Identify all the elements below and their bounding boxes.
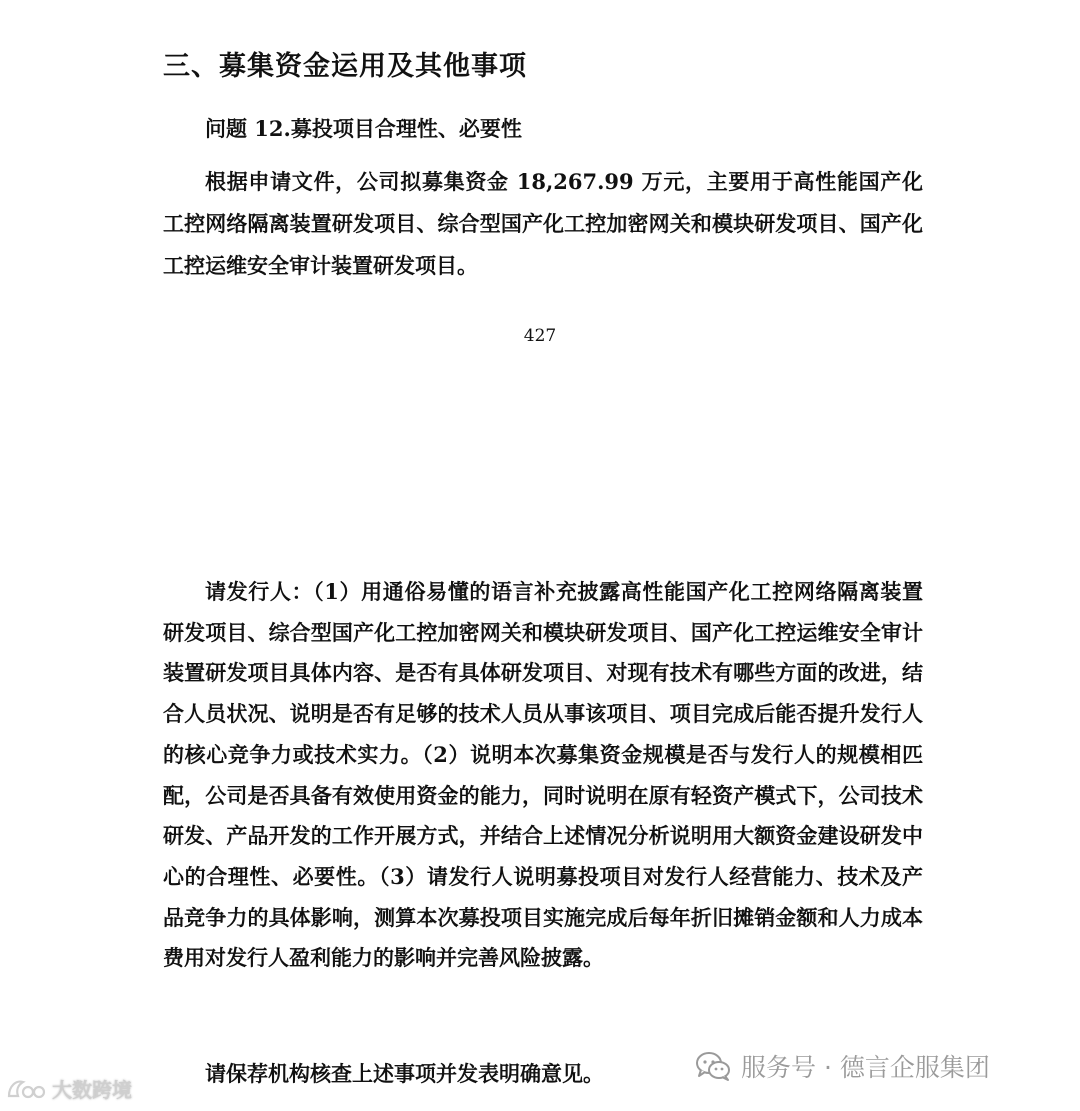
watermark-left [6, 1074, 132, 1103]
section-heading: 三、募集资金运用及其他事项 [163, 51, 527, 82]
watermark-right-text: 服务号 · 德言企服集团 [741, 1053, 990, 1082]
sponsor-paragraph: 请保荐机构核查上述事项并发表明确意见。 [205, 1061, 604, 1086]
wechat-icon [695, 1051, 731, 1081]
page-number: 427 [523, 326, 557, 346]
watermark-left-text: 大数跨境 [52, 1078, 132, 1102]
question-title: 问题 12.募投项目合理性、必要性 [205, 116, 522, 141]
request-paragraph: 请发行人：（1）用通俗易懂的语言补充披露高性能国产化工控网络隔离装置研发项目、综合型国产化工控加密网关和模块研发项目、国产化工控运维安全审计装置研发项目具体内容、是否有具体研发项目、对现有技术有哪些方面的改进，结合人员状况、说明是否有足够的技术人员从事该项目、项目完成后能否提升发行人的核心竞争力或技术实力。（2）说明本次募集资金规模是否与发行人的规模相匹配，公司是否具备有效使用资金的能力，同时说明在原有轻资产模式下，公司技术研发、产品开发的工作开展方式，并结合上述情况分析说明用大额资金建设研发中心的合理性、必要性。（3）请发行人说明募投项目对发行人经营能力、技术及产品竞争力的具体影响，测算本次募投项目实施完成后每年折旧摊销金额和人力成本费用对发行人盈利能力的影响并完善风险披露。 [163, 579, 923, 971]
watermark-right [695, 1048, 990, 1084]
ime-logo-icon [6, 1076, 46, 1102]
intro-paragraph: 根据申请文件，公司拟募集资金 18,267.99 万元，主要用于高性能国产化工控网络隔离装置研发项目、综合型国产化工控加密网关和模块研发项目、国产化工控运维安全审计装置研发项目。 [163, 169, 923, 278]
